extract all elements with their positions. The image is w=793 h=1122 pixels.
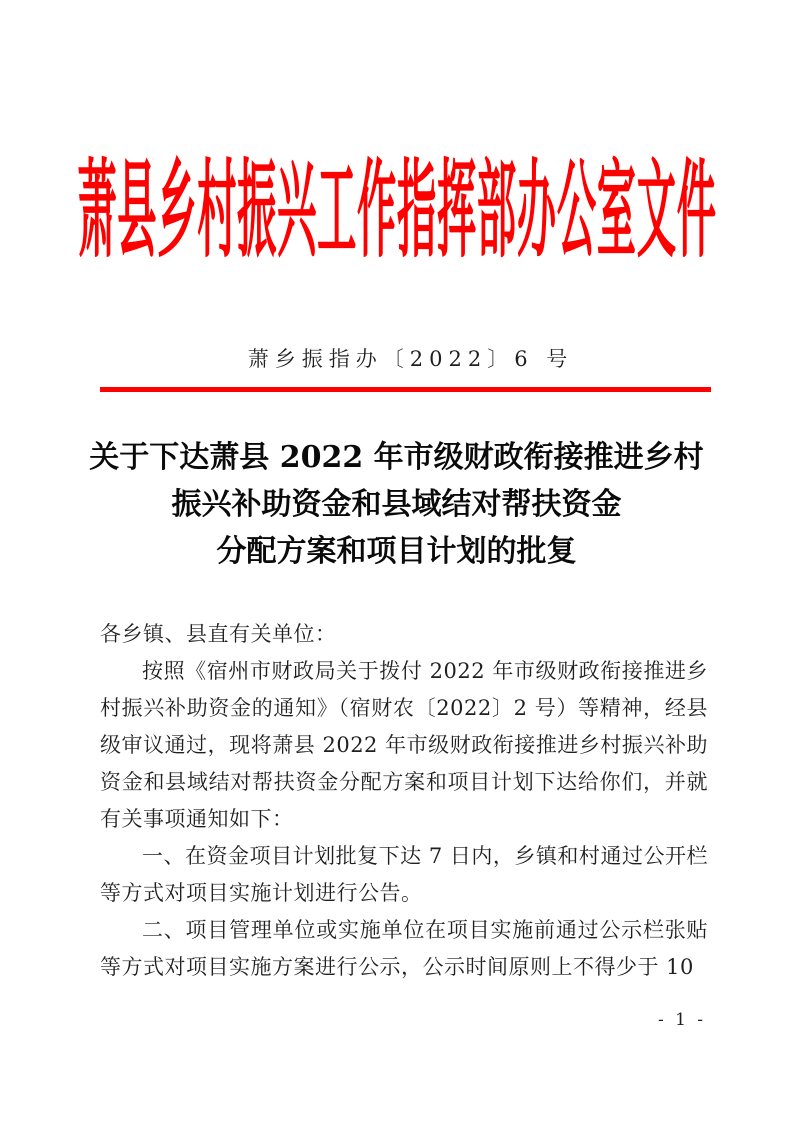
- document-body: [100, 616, 708, 986]
- page-number: - 1 -: [657, 1010, 707, 1030]
- page-footer: [622, 1010, 742, 1030]
- red-masthead: [0, 148, 793, 272]
- body-paragraph-1: 按照《宿州市财政局关于拨付 2022 年市级财政衔接推进乡村振兴补助资金的通知》（宿财农〔2022〕2 号）等精神，经县级审议通过，现将萧县 2022 年市级财政衔接推进乡村振兴补助资金和县域结对帮扶资金分配方案和项目计划下达给你们，并就有关事项通知如下：: [100, 659, 708, 831]
- body-paragraph-3: 二、项目管理单位或实施单位在项目实施前通过公示栏张贴等方式对项目实施方案进行公示，公示时间原则上不得少于 10: [100, 918, 708, 979]
- issuing-org-title: 萧县乡村振兴工作指挥部办公室文件: [76, 147, 717, 272]
- body-paragraph-2: 一、在资金项目计划批复下达 7 日内，乡镇和村通过公开栏等方式对项目实施计划进行公告。: [100, 844, 708, 905]
- document-title-line-2: 振兴补助资金和县域结对帮扶资金: [171, 487, 622, 522]
- document-title-line-3: 分配方案和项目计划的批复: [216, 534, 577, 569]
- red-divider-line: [100, 387, 711, 392]
- document-title-line-1: 关于下达萧县 2022 年市级财政衔接推进乡村: [89, 440, 704, 475]
- salutation-line: 各乡镇、县直有关单位：: [100, 622, 337, 646]
- document-title: [56, 434, 737, 575]
- document-reference-number: 萧乡振指办〔2022〕6 号: [247, 347, 574, 371]
